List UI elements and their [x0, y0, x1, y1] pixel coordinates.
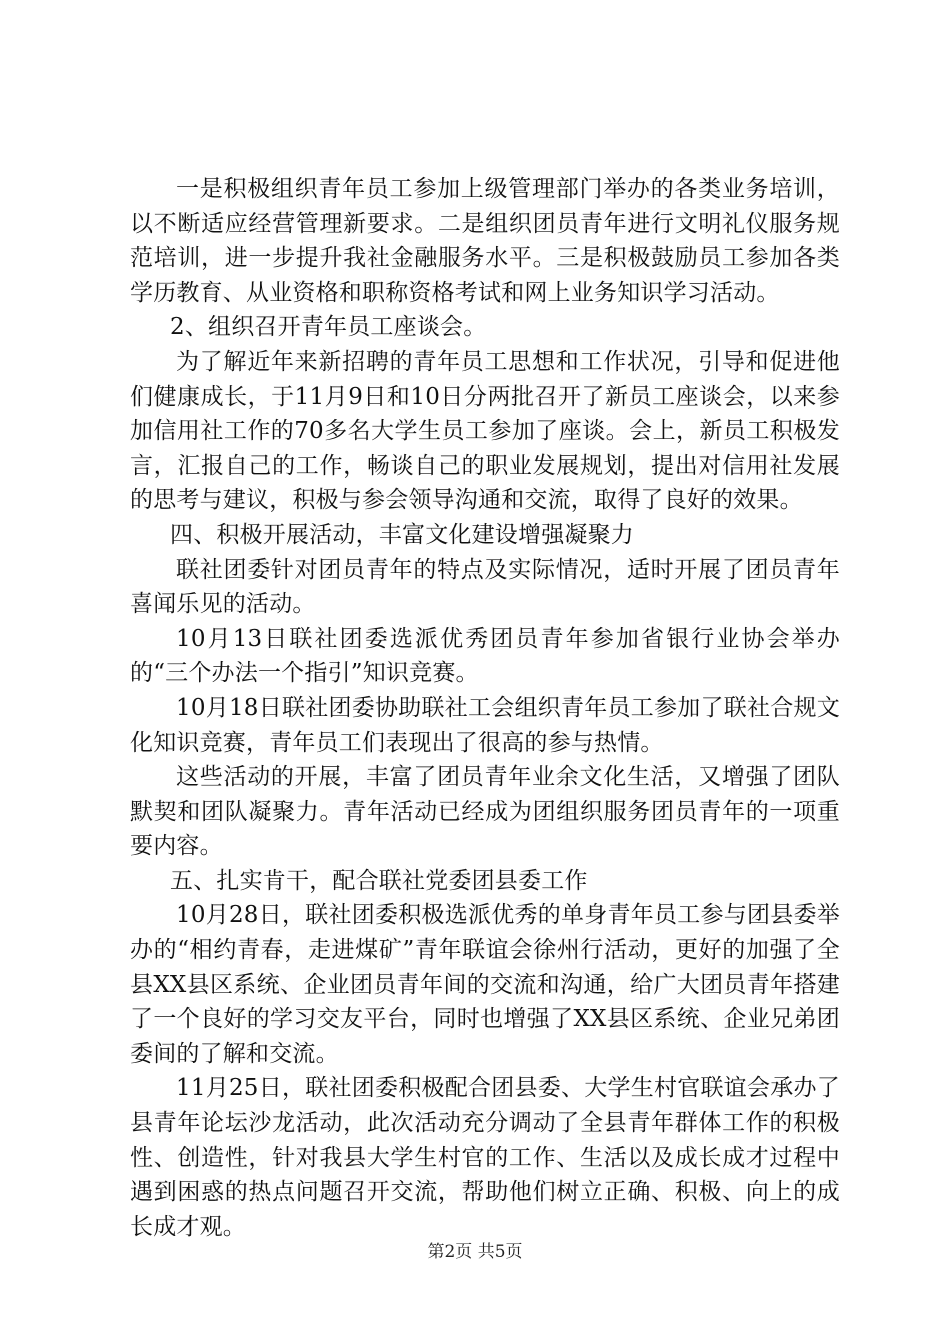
paragraph-oct13: 10月13日联社团委选派优秀团员青年参加省银行业协会举办的“三个办法一个指引”知识竞赛。 — [130, 625, 840, 687]
section-heading-cooperation: 五、扎实肯干，配合联社党委团县委工作 — [170, 867, 588, 894]
document-body — [130, 172, 840, 1244]
paragraph-forum: 为了解近年来新招聘的青年员工思想和工作状况，引导和促进他们健康成长，于11月9日和10日分两批召开了新员工座谈会，以来参加信用社工作的70多名大学生员工参加了座谈。会上，新员工积极发言，汇报自己的工作，畅谈自己的职业发展规划，提出对信用社发展的思考与建议，积极与参会领导沟通和交流，取得了良好的效果。 — [130, 348, 840, 514]
paragraph-oct28: 10月28日，联社团委积极选派优秀的单身青年员工参与团县委举办的“相约青春，走进煤矿”青年联谊会徐州行活动，更好的加强了全县XX县区系统、企业团员青年间的交流和沟通，给广大团员青年搭建了一个良好的学习交友平台，同时也增强了XX县区系统、企业兄弟团委间的了解和交流。 — [130, 902, 840, 1067]
paragraph-nov25: 11月25日，联社团委积极配合团县委、大学生村官联谊会承办了县青年论坛沙龙活动，此次活动充分调动了全县青年群体工作的积极性、创造性，针对我县大学生村官的工作、生活以及成长成才过程中遇到困惑的热点问题召开交流，帮助他们树立正确、积极、向上的成长成才观。 — [130, 1075, 840, 1240]
section-heading-activities: 四、积极开展活动，丰富文化建设增强凝聚力 — [170, 521, 634, 548]
paragraph-activities-intro: 联社团委针对团员青年的特点及实际情况，适时开展了团员青年喜闻乐见的活动。 — [130, 556, 840, 618]
paragraph-oct18: 10月18日联社团委协助联社工会组织青年员工参加了联社合规文化知识竞赛，青年员工们表现出了很高的参与热情。 — [130, 694, 840, 756]
paragraph-training: 一是积极组织青年员工参加上级管理部门举办的各类业务培训，以不断适应经营管理新要求。二是组织团员青年进行文明礼仪服务规范培训，进一步提升我社金融服务水平。三是积极鼓励员工参加各类学历教育、从业资格和职称资格考试和网上业务知识学习活动。 — [130, 176, 840, 306]
paragraph-activities-summary: 这些活动的开展，丰富了团员青年业余文化生活，又增强了团队默契和团队凝聚力。青年活动已经成为团组织服务团员青年的一项重要内容。 — [130, 764, 840, 860]
subheading-forum: 2、组织召开青年员工座谈会。 — [170, 314, 487, 341]
page-number-footer: 第2页 共5页 — [427, 1242, 523, 1262]
